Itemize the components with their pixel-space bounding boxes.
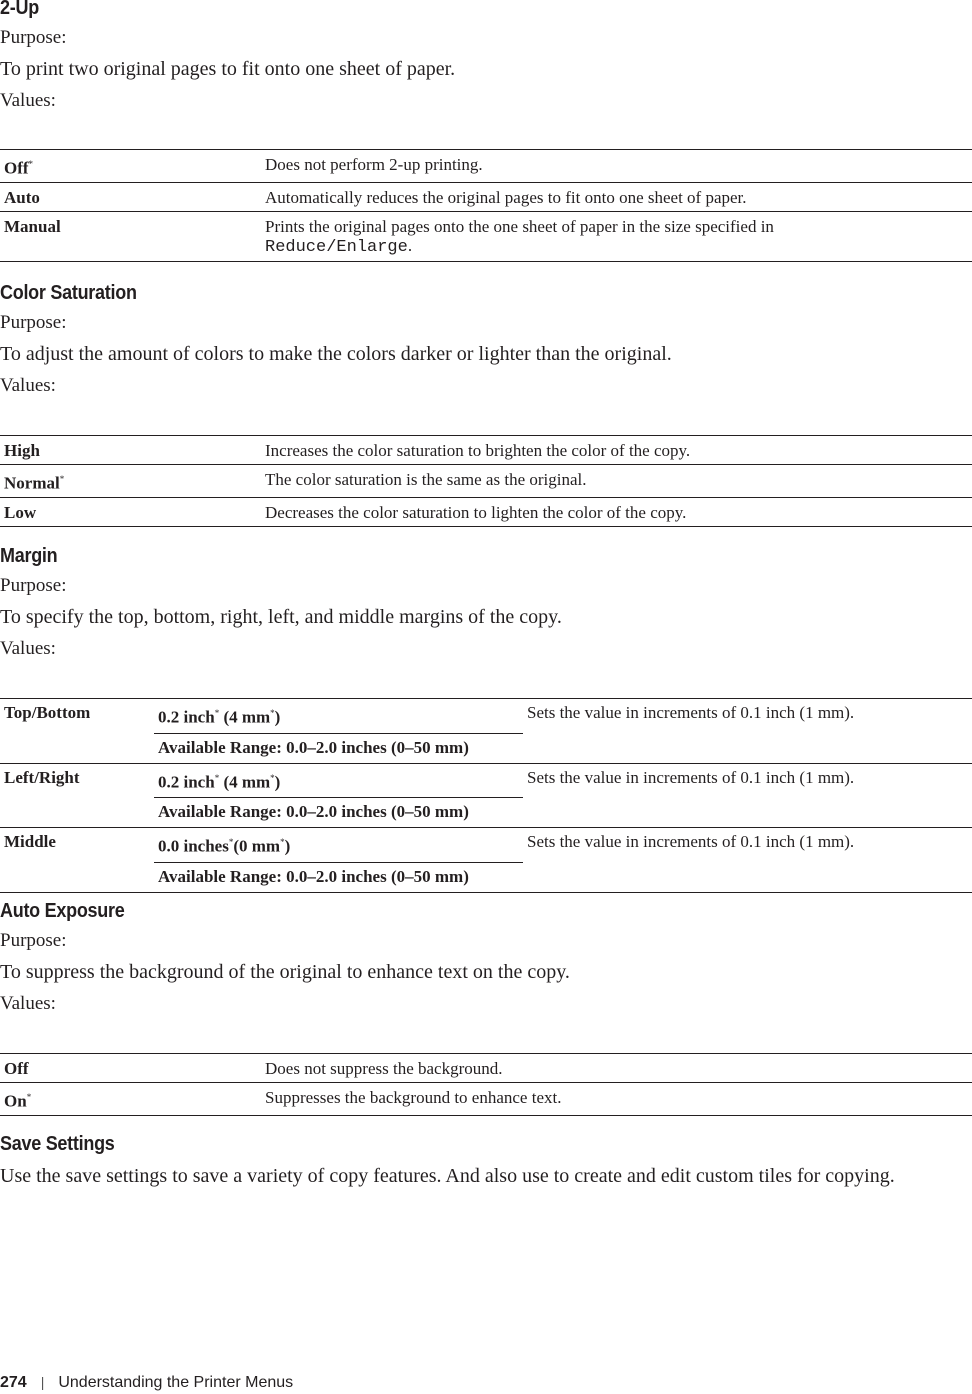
value-description: The color saturation is the same as the original. (261, 465, 972, 498)
values-table-color-saturation (0, 435, 972, 527)
table-row (0, 699, 972, 734)
purpose-text: To suppress the background of the original to enhance text on the copy. (0, 961, 570, 983)
table-row (0, 1054, 972, 1083)
default-value-metric: (4 mm (223, 707, 271, 727)
reduce-enlarge-code: Reduce/Enlarge (265, 237, 408, 257)
table-row (0, 182, 972, 211)
values-label: Values: (0, 638, 56, 659)
default-marker: * (214, 772, 220, 783)
purpose-text: To print two original pages to fit onto one sheet of paper. (0, 58, 456, 80)
value-name: Auto (0, 182, 261, 211)
section-title: Color Saturation (0, 282, 137, 304)
default-marker: * (26, 1092, 32, 1102)
value-description: Sets the value in increments of 0.1 inch (1 mm). (523, 763, 972, 828)
purpose-text: To specify the top, bottom, right, left, and middle margins of the copy. (0, 606, 562, 628)
value-description-tail: . (407, 235, 413, 255)
purpose-label: Purpose: (0, 312, 67, 333)
body-text: Use the save settings to save a variety of copy features. And also use to create and edit custom tiles for copying. (0, 1165, 895, 1187)
purpose-text: To adjust the amount of colors to make the colors darker or lighter than the original. (0, 343, 672, 365)
default-value: 0.2 inch (158, 772, 215, 792)
value-description: Prints the original pages onto the one sheet of paper in the size specified in (265, 216, 774, 236)
section-save-settings (0, 1133, 972, 1188)
value-name: High (0, 436, 261, 465)
default-value-metric: (0 mm (233, 836, 281, 856)
section-title: Auto Exposure (0, 900, 125, 922)
value-name: Low (0, 497, 261, 526)
table-row (0, 436, 972, 465)
value-description: Does not suppress the background. (261, 1054, 972, 1083)
table-row (0, 828, 972, 863)
default-marker: * (280, 837, 285, 848)
section-margin (0, 545, 972, 660)
section-auto-exposure (0, 900, 972, 1015)
chapter-title: Understanding the Printer Menus (58, 1374, 294, 1391)
default-value: 0.2 inch (158, 707, 215, 727)
values-label: Values: (0, 90, 56, 111)
purpose-label: Purpose: (0, 930, 67, 951)
paren: ) (274, 772, 281, 792)
default-value-metric: (4 mm (223, 772, 271, 792)
value-description: Automatically reduces the original pages to fit onto one sheet of paper. (261, 182, 972, 211)
page-footer (0, 1374, 293, 1392)
value-description: Suppresses the background to enhance text. (261, 1083, 972, 1116)
footer-separator: | (40, 1374, 45, 1390)
available-range: Available Range: 0.0–2.0 inches (0–50 mm) (154, 862, 523, 892)
default-marker: * (228, 837, 234, 848)
section-title: Save Settings (0, 1133, 115, 1155)
table-row (0, 1083, 972, 1116)
value-description: Increases the color saturation to brighten the color of the copy. (261, 436, 972, 465)
values-table-2up (0, 149, 972, 262)
default-marker: * (270, 708, 275, 718)
purpose-label: Purpose: (0, 575, 67, 596)
available-range: Available Range: 0.0–2.0 inches (0–50 mm) (154, 798, 523, 828)
value-name: Off (0, 1054, 261, 1083)
value-name: Normal (4, 473, 60, 493)
section-title: 2-Up (0, 0, 39, 19)
values-label: Values: (0, 993, 56, 1014)
value-name: On (4, 1091, 27, 1111)
purpose-label: Purpose: (0, 27, 67, 48)
table-row (0, 465, 972, 498)
value-name: Middle (0, 828, 154, 893)
available-range: Available Range: 0.0–2.0 inches (0–50 mm) (154, 733, 523, 763)
default-marker: * (59, 474, 65, 484)
value-description: Does not perform 2-up printing. (261, 150, 972, 183)
value-name: Top/Bottom (0, 699, 154, 764)
default-marker: * (28, 159, 34, 169)
paren: ) (274, 707, 281, 727)
value-description: Sets the value in increments of 0.1 inch (1 mm). (523, 699, 972, 764)
section-title: Margin (0, 545, 58, 567)
values-label: Values: (0, 375, 56, 396)
section-color-saturation (0, 282, 972, 397)
page-number: 274 (0, 1374, 27, 1391)
value-name: Off (4, 158, 29, 178)
value-description: Decreases the color saturation to lighten the color of the copy. (261, 497, 972, 526)
table-row (0, 211, 972, 261)
default-marker: * (214, 708, 220, 718)
section-2up (0, 0, 972, 112)
table-row (0, 497, 972, 526)
value-name: Manual (0, 211, 261, 261)
table-row (0, 150, 972, 183)
paren: ) (284, 836, 291, 856)
table-row (0, 763, 972, 798)
value-name: Left/Right (0, 763, 154, 828)
default-value: 0.0 inches (158, 836, 229, 856)
value-description: Sets the value in increments of 0.1 inch (1 mm). (523, 828, 972, 893)
values-table-margin (0, 698, 972, 893)
values-table-auto-exposure (0, 1053, 972, 1116)
default-marker: * (270, 772, 275, 783)
